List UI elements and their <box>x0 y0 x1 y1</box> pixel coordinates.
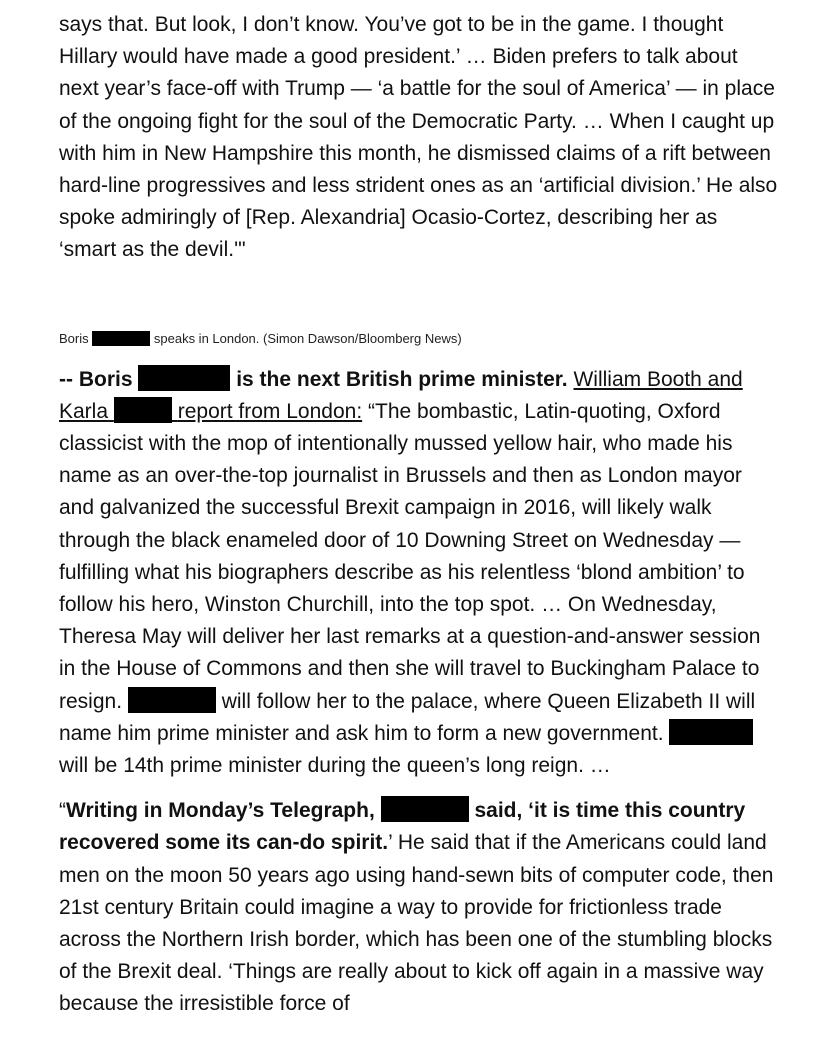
bold-text: Writing in Monday’s Telegraph, <box>66 799 375 823</box>
quote-paragraph-biden <box>59 9 779 267</box>
paragraph-text: says that. But look, I don’t know. You’ve got to be in the game. I thought Hillary would have made a good president.’ … Biden prefers to talk about next year’s face-off with Trump — ‘a battle for the soul of America’ — in place of the ongoing fight for the soul of the Democratic Party. … When I caught up with him in New Hampshire this month, he dismissed claims of a rift between hard-line progressives and less strident ones as an ‘artificial division.’ He also spoke admiringly of [Rep. Alexandria] Ocasio-Cortez, describing her as ‘smart as the devil.'" <box>59 13 778 262</box>
redaction-bar <box>128 687 216 713</box>
caption-text: speaks in London. (Simon Dawson/Bloomberg News) <box>153 330 462 346</box>
paragraph-text: will be 14th prime minister during the queen’s long reign. … <box>59 754 611 778</box>
headline-bold-end: is the next British prime minister. <box>236 367 568 391</box>
news-paragraph-telegraph <box>59 795 779 1020</box>
redaction-bar <box>138 365 230 391</box>
link-text-authors: William Booth and Karla <box>59 367 743 423</box>
bold-text: said, ‘it is time this country recovered some its can-do spirit. <box>59 799 746 855</box>
paragraph-text: will follow her to the palace, where Queen Elizabeth II will name him prime minister and ask him to form a new government. <box>59 689 756 745</box>
redaction-bar <box>114 397 172 423</box>
article-body <box>59 9 779 1021</box>
paragraph-text: “The bombastic, Latin-quoting, Oxford classicist with the mop of intentionally mussed yellow hair, who made his name as an over-the-top journalist in Brussels and then as London mayor and galvanized the successful Brexit campaign in 2016, will likely walk through the black enameled door of 10 Downing Street on Wednesday — fulfilling what his biographers describe as his relentless ‘blond ambition’ to follow his hero, Winston Churchill, into the top spot. … On Wednesday, Theresa May will deliver her last remarks at a question-and-answer session in the House of Commons and then she will travel to Buckingham Palace to resign. <box>59 399 761 713</box>
paragraph-text: ’ He said that if the Americans could land men on the moon 50 years ago using hand-sewn bits of computer code, then 21st century Britain could imagine a way to provide for frictionless trade across the Northern Irish border, which has been one of the stumbling blocks of the Brexit deal. ‘Things are really about to kick off again in a massive way because the irresistible force of <box>59 831 774 1016</box>
redaction-bar <box>381 796 469 822</box>
redaction-bar <box>92 331 150 346</box>
headline-bold-start: -- Boris <box>59 367 133 391</box>
quote-mark: “ <box>59 799 66 823</box>
news-paragraph-boris <box>59 364 779 783</box>
caption-name: Boris <box>59 330 89 346</box>
photo-caption <box>59 331 779 347</box>
redaction-bar <box>669 719 753 745</box>
link-text-location: report from London: <box>177 399 363 423</box>
